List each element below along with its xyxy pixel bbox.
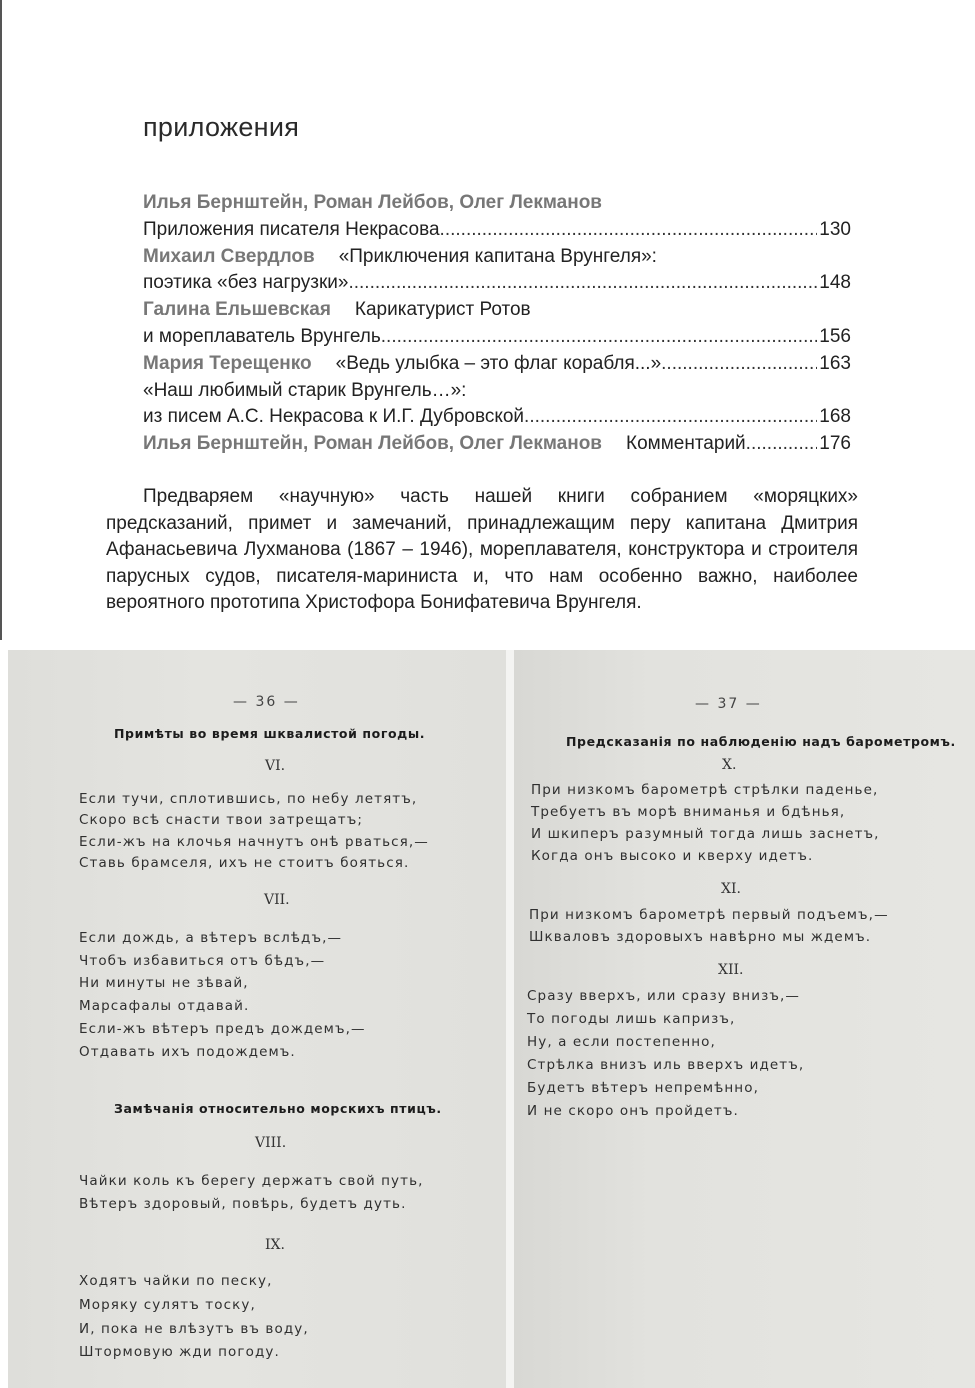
verse-line: Ставь брамселя, ихъ не стоитъ бояться. [79,854,410,871]
toc-title: Карикатурист Ротов [354,299,531,321]
verse-line: Ну, а если постепенно, [527,1034,716,1050]
toc-title: поэтика «без нагрузки» [143,272,349,294]
scan-page-number: — 36 — [233,694,300,710]
scanned-page-36 [8,650,506,1388]
toc-page-number: 156 [819,325,851,347]
verse-line: Когда онъ высоко и кверху идетъ. [531,848,814,864]
verse-number: XI. [721,881,741,897]
verse-line: Ни минуты не зѣвай, [79,975,249,992]
toc-author: Галина Ельшевская [143,299,331,321]
toc-leader-dots [440,217,818,244]
verse-line: Стрѣлка внизъ иль вверхъ идетъ, [527,1057,805,1073]
toc-page-number: 168 [819,406,851,428]
toc-author: Илья Бернштейн, Роман Лейбов, Олег Лекманов [143,192,602,213]
verse-line: Шкваловъ здоровыхъ навѣрно мы ждемъ. [529,929,872,945]
section-title: приложения [143,112,300,142]
verse-line: Будетъ вѣтеръ непремѣнно, [527,1080,759,1096]
toc-entry [143,378,851,405]
verse-number: IX. [265,1237,285,1253]
verse-line: И не скоро онъ пройдетъ. [527,1103,739,1119]
verse-line: Если-жъ вѣтеръ предъ дождемъ,— [79,1020,366,1037]
verse-line: То погоды лишь капризъ, [527,1011,736,1027]
verse-line: Штормовую жди погоду. [79,1344,280,1361]
toc-page-number: 148 [819,272,851,294]
verse-line: Вѣтеръ здоровый, повѣрь, будетъ дуть. [79,1195,407,1212]
toc-title: Приложения писателя Некрасова [143,218,440,240]
toc-gap [315,244,339,271]
toc-entry [143,404,851,431]
toc-entry [143,270,851,297]
toc-title: «Наш любимый старик Врунгель…»: [143,379,467,401]
verse-line: Отдавать ихъ подождемъ. [79,1043,296,1060]
scan-heading: Предсказанія по наблюденію надъ барометромъ. [566,734,956,749]
toc-gap [312,351,336,378]
verse-line: При низкомъ барометрѣ стрѣлки паденье, [531,782,879,798]
verse-line: И, пока не влѣзутъ въ воду, [79,1320,309,1337]
verse-line: Требуетъ въ морѣ вниманья и бдѣнья, [531,804,846,820]
verse-line: При низкомъ барометрѣ первый подъемъ,— [529,907,889,923]
toc-page-number: 130 [819,218,851,240]
toc-author: Михаил Свердлов [143,245,315,267]
scan-heading: Замѣчанія относительно морскихъ птицъ. [114,1101,442,1116]
table-of-contents [143,190,851,458]
scan-gutter [506,650,514,1388]
toc-leader-dots [348,270,817,297]
toc-title: «Ведь улыбка – это флаг корабля...» [335,352,662,374]
verse-number: VIII. [255,1135,287,1151]
scan-heading: Примѣты во время шквалистой погоды. [114,726,426,741]
toc-leader-dots [746,431,818,458]
verse-line: Если дождь, а вѣтеръ вслѣдъ,— [79,930,343,946]
toc-title: и мореплаватель Врунгель [143,325,381,347]
scanned-page-37 [514,650,975,1388]
page-edge-rule [0,0,2,640]
verse-line: Если тучи, сплотившись, по небу летятъ, [79,791,418,807]
toc-leader-dots [524,404,817,431]
toc-entry [143,297,851,324]
toc-entry [143,324,851,351]
toc-title: «Приключения капитана Врунгеля»: [338,245,657,267]
toc-entry [143,351,851,378]
toc-author: Илья Бернштейн, Роман Лейбов, Олег Лекманов [143,433,602,455]
toc-page-number: 163 [819,352,851,374]
toc-entry [143,244,851,271]
verse-line: Чайки коль къ берегу держатъ свой путь, [79,1173,424,1189]
verse-line: Чтобъ избавиться отъ бѣдъ,— [79,952,326,969]
toc-leader-dots [381,324,818,351]
toc-title: Комментарий [626,433,746,455]
toc-gap [602,431,626,458]
verse-line: И шкиперъ разумный тогда лишь заснетъ, [531,826,880,842]
verse-line: Марсафалы отдавай. [79,998,250,1015]
verse-line: Скоро всѣ снасти твои затрещатъ; [79,812,364,829]
verse-line: Ходятъ чайки по песку, [79,1273,273,1289]
toc-page-number: 176 [819,433,851,455]
toc-entry [143,190,851,217]
verse-number: VI. [265,758,286,774]
toc-gap [331,297,355,324]
verse-line: Моряку сулятъ тоску, [79,1296,256,1313]
verse-number: X. [722,757,737,773]
scan-page-number: — 37 — [695,696,762,712]
toc-entry [143,431,851,458]
toc-author: Мария Терещенко [143,352,312,374]
verse-number: XII. [718,962,744,978]
intro-paragraph: Предваряем «научную» часть нашей книги собранием «моряцких» предсказаний, примет и замечаний, принадлежащим перу капитана Дмитрия Афанасьевича Лухманова (1867 – 1946), мореплавателя, конструктора и строителя парусных судов, писателя-мариниста и, что нам особенно важно, наиболее вероятного прототипа Христофора Бонифатевича Врунгеля. [106,486,858,614]
toc-leader-dots [661,351,817,378]
verse-line: Если-жъ на клочья начнутъ онѣ рваться,— [79,833,429,850]
verse-number: VII. [264,892,290,908]
verse-line: Сразу вверхъ, или сразу внизъ,— [527,988,800,1004]
toc-title: из писем А.С. Некрасова к И.Г. Дубровской [143,406,525,428]
toc-entry [143,217,851,244]
